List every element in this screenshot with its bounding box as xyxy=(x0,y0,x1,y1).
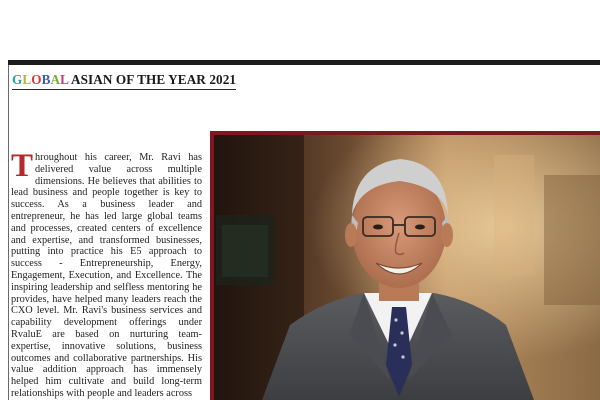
column-left-rule xyxy=(8,65,9,400)
headline-rest: ASIAN OF THE YEAR 2021 xyxy=(68,72,237,87)
header-rule xyxy=(8,60,600,65)
headline-letter-a: A xyxy=(50,72,61,87)
headline-letter-l2: L xyxy=(60,72,69,87)
headline-letter-g: G xyxy=(12,72,23,87)
headline-letter-l: L xyxy=(22,72,32,87)
portrait-photo xyxy=(214,135,600,400)
article-dropcap: T xyxy=(11,152,34,184)
headline-letter-b: B xyxy=(41,72,51,87)
headline-letter-o: O xyxy=(31,72,42,87)
article-body: hroughout his career, Mr. Ravi has delivered value across multiple dimensions. He believes that abilities to lead business and people together is key to success. As a business leader and entrepreneur, he has led large global teams and processes, created centers of excellence and expertise, and transformed businesses, putting into practice his E5 approach to success - Entrepreneurship, Energy, Engagement, Execution, and Excellence. The inspiring leadership and selfless mentoring he provides, have helped many leaders reach the CXO level. Mr. Ravi's business services and capability development offerings under RvaluE are based on nurturing team-expertise, innovative solutions, business outcomes and collaborative partnerships. His value addition approach has immensely helped him cultivate and build long-term relationships with people and leaders across xyxy=(11,152,202,399)
section-headline xyxy=(12,72,236,90)
portrait-photo-icon xyxy=(214,135,600,400)
top-blank-strip xyxy=(0,0,600,60)
article-column xyxy=(11,152,202,400)
